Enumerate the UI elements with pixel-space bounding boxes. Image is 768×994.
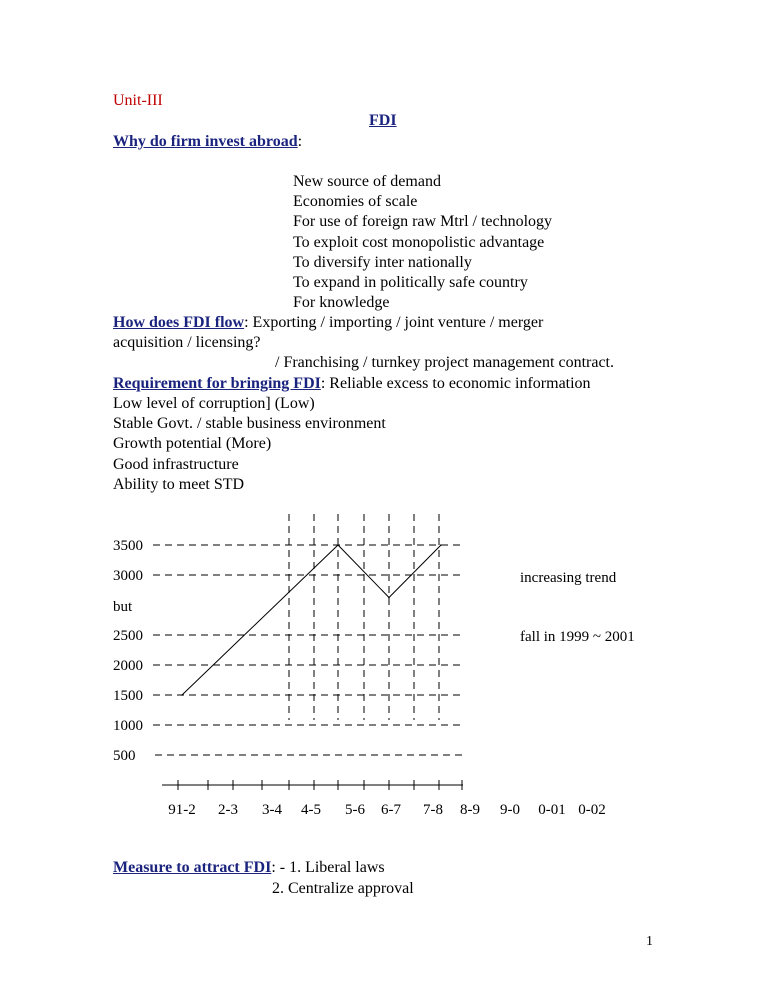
x-tick-label: 2-3 bbox=[218, 802, 238, 818]
list-item: For use of foreign raw Mtrl / technology bbox=[293, 213, 553, 231]
trend-line bbox=[182, 545, 441, 695]
y-tick-label: 3000 bbox=[113, 568, 143, 584]
x-tick-label: 3-4 bbox=[262, 802, 282, 818]
y-tick-label: 3500 bbox=[113, 538, 143, 554]
y-tick-label: 2000 bbox=[113, 658, 143, 674]
list-item: Good infrastructure bbox=[113, 455, 239, 473]
why-colon: : bbox=[297, 133, 303, 150]
list-item: To diversify inter nationally bbox=[293, 253, 472, 271]
x-tick-label: 0-01 bbox=[538, 802, 566, 818]
list-item: Low level of corruption] (Low) bbox=[113, 395, 315, 412]
list-item: Ability to meet STD bbox=[113, 475, 245, 493]
y-tick-label: 1500 bbox=[113, 688, 143, 704]
y-tick-label: 2500 bbox=[113, 628, 143, 644]
x-tick-label: 0-02 bbox=[578, 802, 606, 818]
list-item: Economies of scale bbox=[293, 193, 418, 211]
how-text-2: acquisition / licensing? bbox=[113, 334, 261, 351]
how-heading: How does FDI flow bbox=[113, 314, 245, 331]
x-tick-label: 6-7 bbox=[381, 802, 401, 818]
x-tick-label: 91-2 bbox=[168, 802, 196, 818]
x-tick-label: 5-6 bbox=[345, 802, 365, 818]
data-point bbox=[337, 544, 339, 546]
data-point bbox=[388, 597, 390, 599]
list-item: To expand in politically safe country bbox=[293, 274, 528, 292]
x-tick-label: 4-5 bbox=[301, 802, 321, 818]
measure-line bbox=[113, 858, 385, 878]
y-tick-label: 500 bbox=[113, 748, 136, 764]
why-heading: Why do firm invest abroad bbox=[113, 133, 298, 150]
list-item: Growth potential (More) bbox=[113, 435, 272, 453]
requirement-heading: Requirement for bringing FDI bbox=[113, 375, 321, 392]
measure-text: : - 1. Liberal laws bbox=[271, 859, 385, 876]
annotation-but: but bbox=[113, 599, 133, 615]
list-item: New source of demand bbox=[293, 173, 441, 190]
measure-heading: Measure to attract FDI bbox=[113, 859, 272, 876]
requirement-text: : Reliable excess to economic information bbox=[320, 375, 591, 392]
x-tick-label: 7-8 bbox=[423, 802, 443, 818]
list-item: Stable Govt. / stable business environment bbox=[113, 415, 386, 433]
how-text: : Exporting / importing / joint venture / merger bbox=[244, 314, 544, 331]
unit-label: Unit-III bbox=[113, 92, 163, 109]
page-number: 1 bbox=[646, 934, 653, 949]
annotation-trend: increasing trend bbox=[520, 570, 617, 586]
x-tick-label: 9-0 bbox=[500, 802, 520, 818]
x-tick-label: 8-9 bbox=[460, 802, 480, 818]
how-text-3: / Franchising / turnkey project management contract. bbox=[275, 354, 614, 371]
list-item: For knowledge bbox=[293, 294, 390, 312]
page-title: FDI bbox=[369, 112, 397, 129]
list-item: To exploit cost monopolistic advantage bbox=[293, 233, 545, 251]
y-tick-label: 1000 bbox=[113, 718, 143, 734]
data-point bbox=[440, 544, 442, 546]
measure-item-2: 2. Centralize approval bbox=[272, 880, 414, 897]
annotation-fall: fall in 1999 ~ 2001 bbox=[520, 629, 635, 645]
data-point bbox=[181, 694, 183, 696]
